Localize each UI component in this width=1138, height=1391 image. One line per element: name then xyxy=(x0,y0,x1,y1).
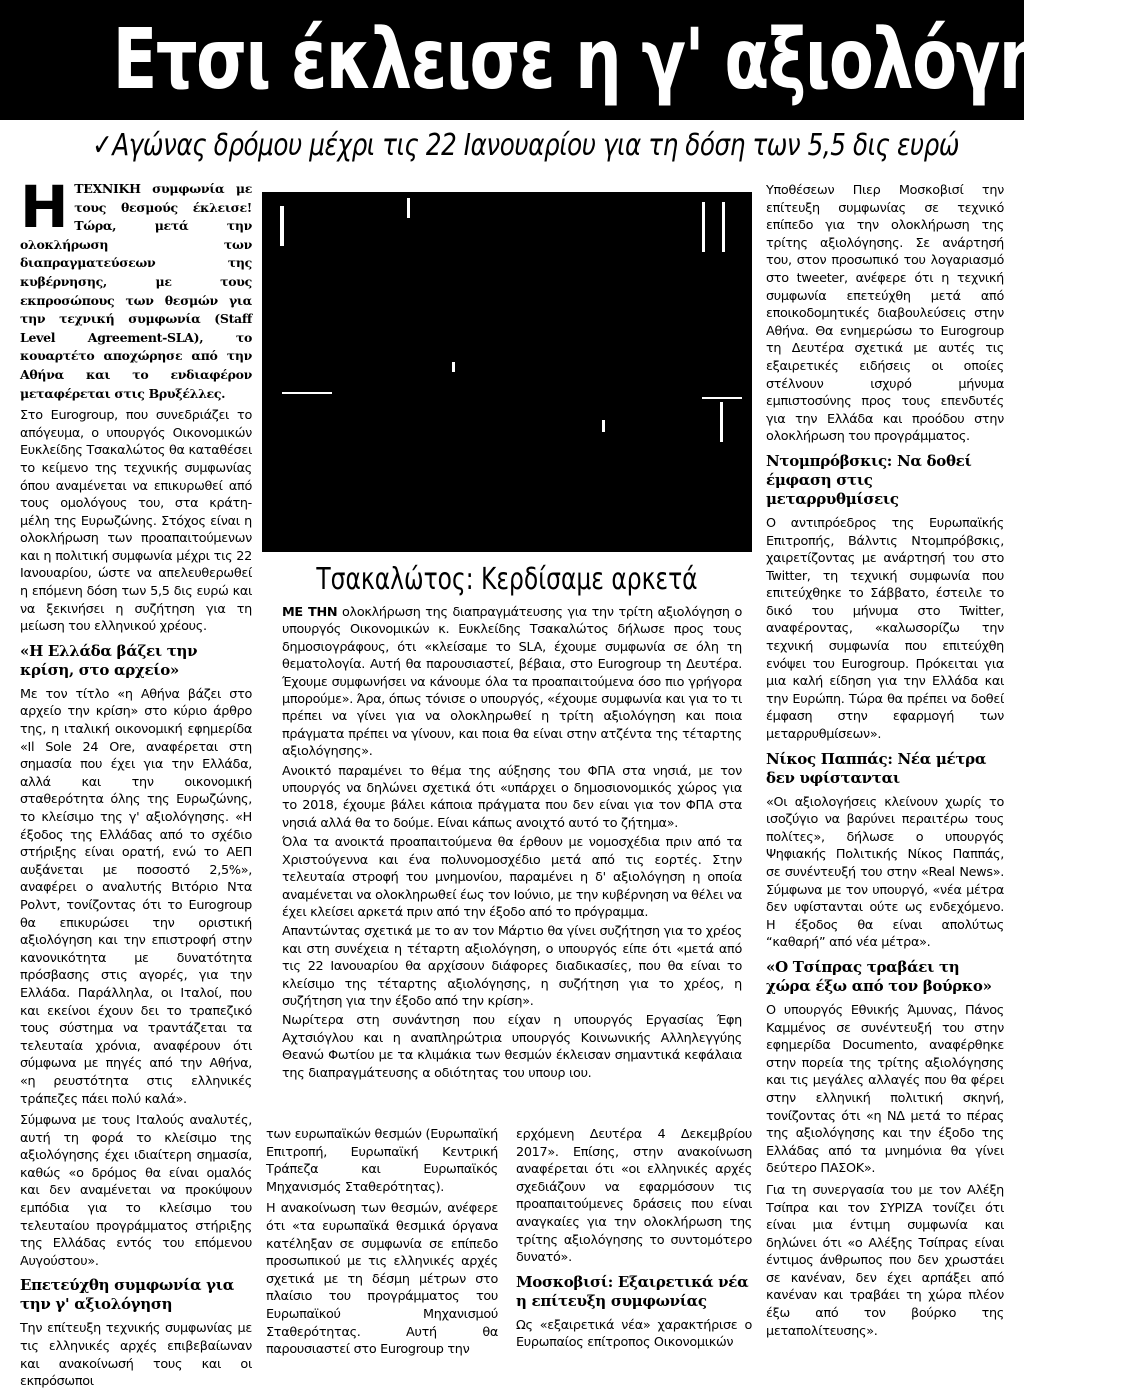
inset-paragraph: Ανοικτό παραμένει το θέμα της αύξησης του ΦΠΑ στα νησιά, με τον υπουργός να δηλώνει σχετικά ότι «υπάρχει ο δημοσιονομικός χώρος για το 2018, έχουμε βάλει κάποια πράγματα που δεν είναι για τον ΦΠΑ στα νησιά αλλά θα το δούμε. Είναι κάπως ανοιχτό αυτό το ζήτημα». xyxy=(282,763,742,831)
paragraph: Υποθέσεων Πιερ Μοσκοβισί την επίτευξη συμφωνίας σε τεχνικό επίπεδο για την ολοκλήρωση της τρίτης αξιολόγησης. Σε ανάρτησή του, στον προσωπικό του λογαριασμό στο tweeter, ανέφερε ότι η τεχνική συμφωνία επετεύχθη μετά από εποικοδομητικές διαβουλεύσεις στην Αθήνα. Θα ενημερώσω το Eurogroup τη Δευτέρα σχετικά με αυτές τις εξαιρετικές ειδήσεις οι οποίες στέλνουν ισχυρό μήνυμα εμπιστοσύνης προς τους επενδυτές για την Ελλάδα και προόδου στην ολοκλήρωση του προγράμματος. xyxy=(766,183,1004,445)
subheadline: ✓Αγώνας δρόμου μέχρι τις 22 Ιανουαρίου για τη δόση των 5,5 δις ευρώ xyxy=(92,128,960,163)
section-heading: «Ο Τσίπρας τραβάει τη χώρα έξω από τον βούρκο» xyxy=(766,957,992,995)
section-heading: Επετεύχθη συμφωνία για την γ' αξιολόγηση xyxy=(20,1276,234,1314)
paragraph: Στο Eurogroup, που συνεδριάζει το απόγευμα, ο υπουργός Οικονομικών Ευκλείδης Τσακαλώτος θα καταθέσει το κείμενο της τεχνικής συμφωνίας όπου αναμένεται να επικυρωθεί από τους ομολόγους του, στα κράτη-μέλη της Ευρωζώνης. Στόχος είναι η ολοκλήρωση των προαπαιτούμενων και η πολιτική συμφωνία μέχρι τις 22 Ιανουαρίου, ώστε να απελευθερωθεί η επόμενη δόση των 5,5 δις ευρώ και να ξεκινήσει η συζήτηση για τη μείωση του ελληνικού χρέους. xyxy=(20,408,252,635)
paragraph: των ευρωπαϊκών θεσμών (Ευρωπαϊκή Επιτροπή, Ευρωπαϊκή Κεντρική Τράπεζα και Ευρωπαϊκός Μηχανισμός Σταθερότητας). xyxy=(266,1127,498,1195)
drop-cap: Η xyxy=(20,173,69,241)
paragraph: Με τον τίτλο «η Αθήνα βάζει στο αρχείο την κρίση» στο κύριο άρθρο της, η ιταλική οικονομική εφημερίδα «Il Sole 24 Ore, αναφέρεται στη σημασία που έχει για την Ελλάδα, αλλά και την οικονομική σταθερότητα όλης της Ευρωζώνης, το κλείσιμο της γ' αξιολόγησης. «Η έξοδος της Ελλάδας από το σχέδιο στήριξης είναι ορατή, ενώ το ΑΕΠ αυξάνεται με ποσοστό 2,5%», αναφέρει ο αναλυτής Βιτόριο Ντα Ρολντ, τονίζοντας ότι το Eurogroup θα επικυρώσει την οριστική αξιολόγηση και την επιστροφή στην κανονικότητα με δυνατότητα πρόσβασης στις αγορές, για την Ελλάδα. Παράλληλα, οι Ιταλοί, που και εκείνοι έχουν δει το τραπεζικό τους σύστημα να τραντάζεται τα τελευταία χρόνια, αναφέρουν ότι σύμφωνα με πηγές από την Αθήνα, «η ρευστότητα στις ελληνικές τράπεζες πάει πολύ καλά». xyxy=(20,686,252,1107)
section-heading: «Η Ελλάδα βάζει την κρίση, στο αρχείο» xyxy=(20,641,198,679)
paragraph: Σύμφωνα με τους Ιταλούς αναλυτές, αυτή τη φορά το κλείσιμο της αξιολόγησης έχει ιδιαίτερη σημασία, καθώς «ο δρόμος θα είναι ομαλός και δεν αναμένεται να προκύψουν εμπόδια για το κλείσιμο του τελευταίου προγράμματος στήριξης της Ελλάδας εντός του επόμενου Αυγούστου». xyxy=(20,1113,252,1269)
column-3 xyxy=(516,1126,752,1356)
inset-paragraph: Όλα τα ανοικτά προαπαιτούμενα θα έρθουν με νομοσχέδια πριν από τα Χριστούγεννα και ένα πολυνομοσχέδιο μετά από τις εορτές. Στην τελευταία στροφή του μνημονίου, παραμένει η δ' αξιολόγηση η οποία αναμένεται να ολοκληρωθεί έως τον Ιούνιο, με την κυβέρνηση να θέλει να έχει κλείσει αρκετά πριν από την έξοδο από το πρόγραμμα. xyxy=(282,835,742,920)
column-4 xyxy=(766,182,1004,1356)
section-heading: Μοσκοβισί: Εξαιρετικά νέα η επίτευξη συμφωνίας xyxy=(516,1272,749,1310)
inset-box xyxy=(282,604,742,1124)
paragraph: Για τη συνεργασία του με τον Αλέξη Τσίπρα και τον ΣΥΡΙΖΑ τονίζει ότι είναι μια έντιμη συμφωνία και δηλώνει ότι «ο Αλέξης Τσίπρας είναι έντιμος άνθρωπος που δεν χρωστάει σε κανέναν, δεν έχει αρπάξει από κανέναν και τραβάει τη χώρα πλέον έξω από τον βούρκο της μεταπολίτευσης». xyxy=(766,1182,1004,1339)
inset-text: ολοκλήρωση της διαπραγμάτευσης για την τρίτη αξιολόγηση ο υπουργός Οικονομικών κ. Ευκλείδης Τσακαλώτος δήλωσε προς τους δημοσιογράφους, ότι «κλείσαμε το SLA, έχουμε συμφωνία σε όλη τη θεματολογία. Αυτή θα παρουσιαστεί, βέβαια, στο Eurogroup τη Δευτέρα. Έχουμε συμφωνήσει να κάνουμε όλα τα προαπαιτούμενα όσο πιο γρήγορα μπορούμε». Άρα, όπως τόνισε ο υπουργός, «έχουμε συμφωνία και για το τι πρέπει να γίνει για να ολοκληρωθεί η τρίτη αξιολόγηση και ποια πράγματα πρέπει να γίνουν, και ποια θα είναι στην ατζέντα της τέταρτης αξιολόγησης». xyxy=(282,605,742,760)
photo-detail xyxy=(602,420,605,432)
photo-detail xyxy=(702,397,742,399)
paragraph: «Οι αξιολογήσεις κλείνουν χωρίς το ισοζύγιο να βαρύνει περαιτέρω τους πολίτες», δήλωσε ο υπουργός Ψηφιακής Πολιτικής Νίκος Παππάς, σε συνέντευξή του στην «Real News». Σύμφωνα με τον υπουργό, «νέα μέτρα δεν υφίστανται ούτε ως ενδεχόμενο. Η έξοδος θα είναι απολύτως “καθαρή” από νέα μέτρα». xyxy=(766,794,1004,951)
photo-detail xyxy=(280,206,284,246)
headline-banner xyxy=(0,0,1138,120)
section-heading: Ντομπρόβσκις: Να δοθεί έμφαση στις μεταρρυθμίσεις xyxy=(766,451,972,508)
photo xyxy=(262,192,752,552)
paragraph: Την επίτευξη τεχνικής συμφωνίας με τις ελληνικές αρχές επιβεβαίωναν και ανακοίνωσή τους και οι εκπρόσωποι xyxy=(20,1321,252,1390)
paragraph: Η ανακοίνωση των θεσμών, ανέφερε ότι «τα ευρωπαϊκά θεσμικά όργανα κατέληξαν σε συμφωνία σε επίπεδο προσωπικού με τις ελληνικές αρχές σχετικά με τη δέσμη μέτρων στο πλαίσιο του προγράμματος του Ευρωπαϊκού Μηχανισμού Σταθερότητας. Αυτή θα παρουσιαστεί στο Eurogroup την xyxy=(266,1201,498,1358)
photo-detail xyxy=(722,202,725,252)
column-1 xyxy=(20,173,252,1390)
inset-paragraph: Απαντώντας σχετικά με το αν τον Μάρτιο θα γίνει συζήτηση για το χρέος και στη συνέχεια η τέταρτη αξιολόγηση, ο υπουργός είπε ότι «μετά από τις 22 Ιανουαρίου θα αρχίσουν διάφορες διαδικασίες, που θα είναι το κλείσιμο της τέταρτης αξιολόγησης, η συζήτηση για το χρέος, η συζήτηση για την έξοδο από την κρίση». xyxy=(282,924,742,1009)
inset-title: Τσακαλώτος: Κερδίσαμε αρκετά xyxy=(316,562,698,597)
paragraph: Ο αντιπρόεδρος της Ευρωπαϊκής Επιτροπής, Βάλντις Ντομπρόβσκις, χαιρετίζοντας με ανάρτησή του στο Twitter, τη τεχνική συμφωνία που επιτεύχθηκε το Σάββατο, έστειλε το δικό του μήνυμα στο Twitter, αναφέροντας, «καλωσορίζω την τεχνική συμφωνία που επιτεύχθη ενόψει του Eurogroup. Πρόκειται για μια καλή είδηση για την Ελλάδα και την Ευρώπη. Τώρα θα πρέπει να δοθεί έμφαση στην εφαρμογή των μεταρρυθμίσεων». xyxy=(766,515,1004,743)
section-heading: Νίκος Παππάς: Νέα μέτρα δεν υφίστανται xyxy=(766,749,987,787)
inset-lead: ΜΕ ΤΗΝ xyxy=(282,605,338,620)
column-2 xyxy=(266,1126,498,1356)
lead-paragraph xyxy=(20,173,252,403)
photo-detail xyxy=(720,402,723,442)
inset-paragraph xyxy=(282,604,742,761)
photo-detail xyxy=(407,198,410,218)
lead-text: ΤΕΧΝΙΚΗ συμφωνία με τους θεσμούς έκλεισε! Τώρα, μετά την ολοκλήρωση των διαπραγματεύσεων της κυβέρνησης, με τους εκπροσώπους των θεσμών για την τεχνική συμφωνία (Staff Level Agreement-SLA), το κουαρτέτο αποχώρησε από την Αθήνα και το ενδιαφέρον μεταφέρεται στις Βρυξέλλες. xyxy=(20,181,252,401)
photo-detail xyxy=(452,362,455,372)
paragraph: ερχόμενη Δευτέρα 4 Δεκεμβρίου 2017». Επίσης, στην ανακοίνωση αναφέρεται ότι «οι ελληνικές αρχές σχεδιάζουν να εφαρμόσουν τις προαπαιτούμενες δράσεις που είναι αναγκαίες για την ολοκλήρωση της τρίτης αξιολόγησης το συντομότερο δυνατό». xyxy=(516,1127,752,1266)
paragraph: Ως «εξαιρετικά νέα» χαρακτήρισε ο Ευρωπαίος επίτροπος Οικονομικών xyxy=(516,1317,752,1351)
photo-detail xyxy=(702,202,705,252)
inset-paragraph: Νωρίτερα στη συνάντηση που είχαν η υπουργός Εργασίας Έφη Αχτσιόγλου και η αναπληρώτρια υπουργός Κοινωνικής Αλληλεγγύης Θεανώ Φωτίου με τα κλιμάκια των θεσμών έκλεισαν σημαντικά κεφάλαια της διαπραγμάτευσης α οδιότητας του υπουρ ιου. xyxy=(282,1013,742,1081)
headline: Ετσι έκλεισε η γ' αξιολόγηση xyxy=(112,10,1138,108)
paragraph: Ο υπουργός Εθνικής Άμυνας, Πάνος Καμμένος σε συνέντευξή του στην εφημερίδα Documento, αναφέρθηκε στην πορεία της τρίτης αξιολόγησης και τις μεγάλες αλλαγές που θα φέρει στην ελληνική πολιτική σκηνή, τονίζοντας ότι «η ΝΔ μετά το πέρας της αξιολόγησης και την έξοδο της Ελλάδας από τα μνημόνια θα γίνει δεύτερο ΠΑΣΟΚ». xyxy=(766,1002,1004,1177)
photo-detail xyxy=(282,392,332,394)
